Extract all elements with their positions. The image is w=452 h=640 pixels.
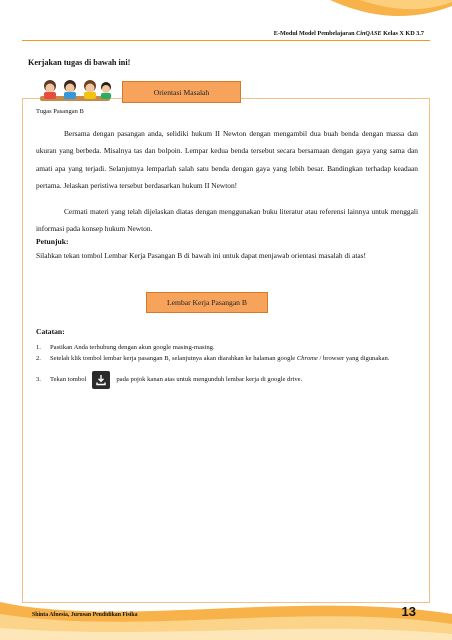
header-divider bbox=[22, 40, 430, 41]
list-item bbox=[36, 355, 416, 364]
list-item bbox=[36, 371, 416, 389]
note-italic: Chrome bbox=[296, 354, 318, 362]
notes-list bbox=[36, 344, 416, 391]
instruction-paragraph bbox=[36, 125, 418, 194]
task-title: Kerjakan tugas di bawah ini! bbox=[28, 58, 131, 67]
note-number: 3. bbox=[36, 376, 41, 384]
header-brand: CinQASE bbox=[356, 30, 382, 37]
orientation-problem-button[interactable]: Orientasi Masalah bbox=[122, 81, 241, 103]
catatan-label: Catatan: bbox=[36, 327, 65, 336]
header-prefix: E-Modul Model Pembelajaran bbox=[273, 30, 357, 37]
note-text-before: Setelah klik tombol lembar kerja pasangan B, selanjutnya akan diarahkan ke halaman google bbox=[50, 354, 297, 362]
petunjuk-label: Petunjuk: bbox=[36, 237, 69, 246]
note-number: 2. bbox=[36, 354, 41, 362]
petunjuk-paragraph: Silahkan tekan tombol Lembar Kerja Pasangan B di bawah ini untuk dapat menjawab orientasi masalah di atas! bbox=[36, 251, 367, 260]
students-illustration bbox=[32, 76, 118, 106]
note-text-after: pada pojok kanan atas untuk mengunduh lembar kerja di google drive. bbox=[116, 375, 303, 383]
note-number: 1. bbox=[36, 344, 41, 351]
download-icon bbox=[92, 371, 110, 389]
paragraph-2-text: Cermati materi yang telah dijelaskan diatas dengan menggunakan buku literatur atau referensi lainnya untuk menggali informasi pada konsep hukum Newton. bbox=[36, 207, 418, 234]
illustration-caption: Tugas Pasangan B bbox=[36, 108, 84, 115]
reference-paragraph bbox=[36, 203, 418, 238]
note-text-after: / browser yang digunakan. bbox=[317, 354, 390, 362]
paragraph-1-text: Bersama dengan pasangan anda, selidiki hukum II Newton dengan mengambil dua buah benda dengan massa dan ukuran yang berbeda. Misalnya tas dan bolpoin. Lempar kedua benda tersebut secara bersamaan dengan gaya yang sama dan amati apa yang terjadi. Selanjutnya lemparlah salah satu benda dengan gaya yang lebih besar. Bandingkan terhadap keadaan pertama. Jelaskan peristiwa tersebut berdasarkan hukum II Newton! bbox=[36, 129, 418, 190]
note-text: Pastikan Anda terhubung dengan akun google masing-masing. bbox=[50, 344, 215, 351]
page-number: 13 bbox=[401, 604, 416, 619]
worksheet-button[interactable]: Lembar Kerja Pasangan B bbox=[146, 292, 268, 313]
footer-author: Shinta Afnesia, Jurusan Pendidikan Fisika bbox=[32, 612, 138, 618]
header-suffix: Kelas X KD 3.7 bbox=[381, 30, 424, 37]
module-header bbox=[274, 30, 424, 37]
note-text-before: Tekan tombol bbox=[50, 375, 87, 383]
list-item bbox=[36, 344, 416, 353]
footer-wave-decoration bbox=[0, 580, 452, 640]
